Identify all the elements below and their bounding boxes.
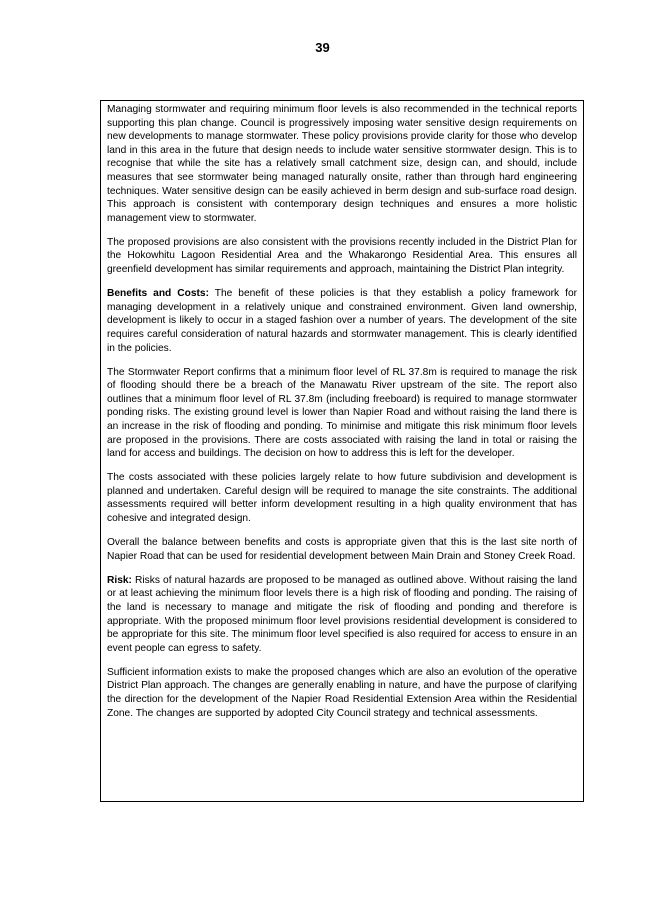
paragraph-risk — [107, 574, 577, 656]
paragraph-benefits-and-costs — [107, 287, 577, 355]
paragraph-costs — [107, 471, 577, 525]
benefits-and-costs-heading: Benefits and Costs: — [107, 288, 209, 300]
paragraph-text: Sufficient information exists to make the proposed changes which are also an evolution of the operative District Plan approach. The changes are generally enabling in nature, and have the purpose of clarifying the direction for the development of the Napier Road Residential Extension Area within the Residential Zone. The changes are supported by adopted City Council strategy and technical assessments. — [107, 666, 577, 719]
paragraph-text: Managing stormwater and requiring minimum floor levels is also recommended in the technical reports supporting this plan change. Council is progressively imposing water sensitive design requirements on new developments to manage stormwater. These policy provisions provide clarity for those who develop land in this area in the future that design needs to include water sensitive stormwater design. This is to recognise that while the site has a relatively small catchment size, design can, and should, include measures that see stormwater being managed naturally onsite, rather than through hard engineering techniques. Water sensitive design can be easily achieved in berm design and sub-surface road design. This approach is consistent with contemporary design techniques and ensures a more holistic management view to stormwater. — [107, 104, 577, 224]
paragraph-text: The benefit of these policies is that they establish a policy framework for managing development in a relatively unique and constrained environment. Given land ownership, development is likely to occur in a staged fashion over a number of years. The development of the site requires careful consideration of natural hazards and stormwater management. This is clearly identified in the policies. — [107, 288, 578, 354]
text-box — [100, 100, 584, 802]
paragraph-text: The Stormwater Report confirms that a minimum floor level of RL 37.8m is required to manage the risk of flooding should there be a breach of the Manawatu River upstream of the site. The report also outlines that a minimum floor level of RL 37.8m (including freeboard) is required to manage stormwater ponding risks. The existing ground level is lower than Napier Road and without raising the land there is an increase in the risk of flooding and ponding. To minimise and mitigate this risk minimum floor levels are proposed in the provisions. There are costs associated with raising the land in total or raising the land for access and buildings. The decision on how to address this is left for the developer. — [107, 366, 577, 460]
paragraph-overall-balance — [107, 536, 577, 563]
paragraph-text: The proposed provisions are also consistent with the provisions recently included in the District Plan for the Hokowhitu Lagoon Residential Area and the Whakarongo Residential Area. This ensures all greenfield development has similar requirements and approach, maintaining the District Plan integrity. — [107, 236, 577, 276]
paragraph-sufficient-information — [107, 666, 577, 720]
risk-heading: Risk: — [107, 574, 132, 586]
paragraph-consistency — [107, 236, 577, 277]
paragraph-stormwater-management — [107, 103, 577, 225]
paragraph-text: The costs associated with these policies largely relate to how future subdivision and development is planned and undertaken. Careful design will be required to manage the site constraints. The additional assessments required will better inform development resulting in a high quality environment that has cohesive and integrated design. — [107, 472, 577, 525]
paragraph-stormwater-report — [107, 366, 577, 461]
paragraph-text: Risks of natural hazards are proposed to be managed as outlined above. Without raising the land or at least achieving the minimum floor levels there is a high risk of flooding and ponding. The raising of the land is necessary to manage and mitigate the risk of flooding and ponding and therefore is appropriate. With the proposed minimum floor level provisions residential development is considered to be appropriate for this site. The minimum floor level specified is also required for access to ensure in an event people can egress to safety. — [107, 574, 577, 654]
paragraph-text: Overall the balance between benefits and costs is appropriate given that this is the last site north of Napier Road that can be used for residential development between Main Drain and Stoney Creek Road. — [107, 537, 577, 562]
page-number: 39 — [315, 40, 330, 55]
